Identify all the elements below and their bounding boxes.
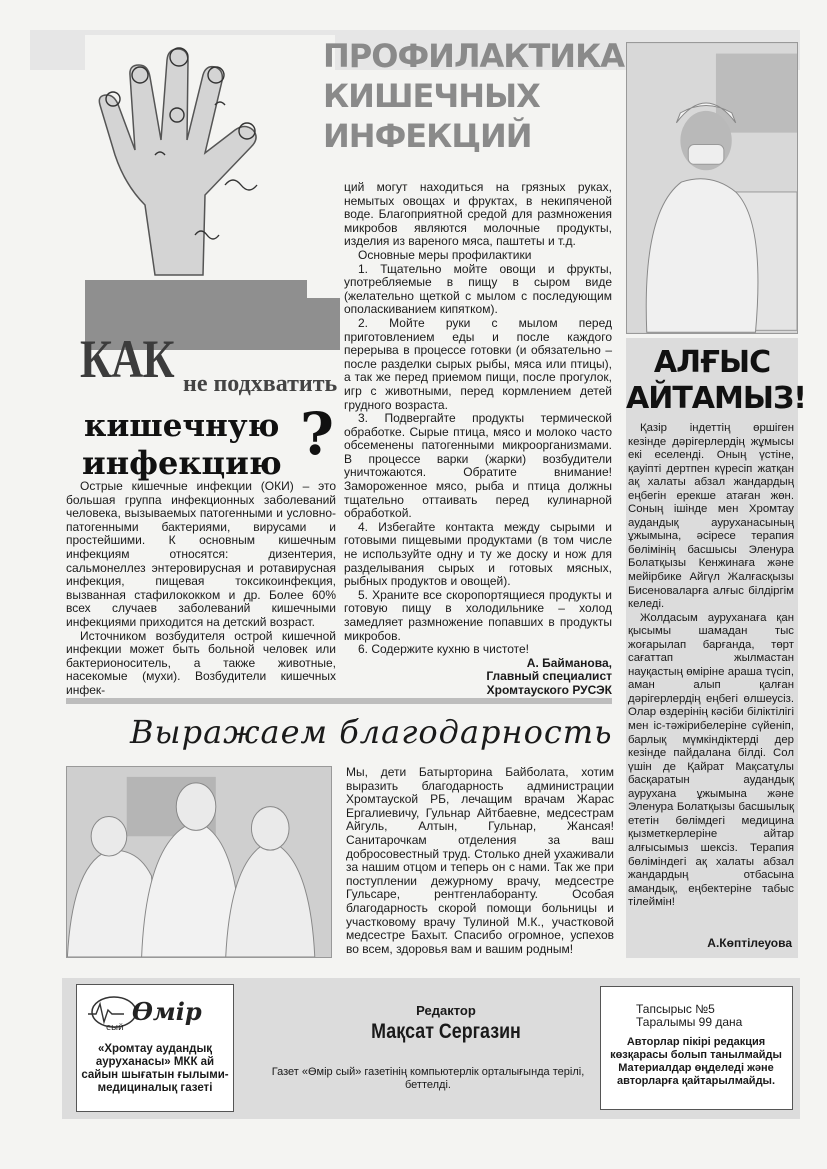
thanks-title: Выражаем благодарность [130, 713, 613, 751]
paragraph: Основные меры профилактики [358, 247, 532, 262]
print-note: Газет «Өмір сый» газетінің компьютерлік орталығында терілі, беттелді. [271, 1066, 585, 1091]
article-headline [323, 36, 623, 156]
author-disclaimer: Авторлар пікірі редакция көзқарасы болып танылмайды Материалдар өңделеді және авторларға қайтарылмайды. [610, 1036, 782, 1087]
article-column-2 [344, 181, 612, 698]
paragraph: Қазір індеттің өршіген кезінде дәрігерлердің жұмысы екі еселенді. Оның үстіне, қауіпті дертпен күресіп жатқан ақ халаты абзал жандардың еңбегін ерекше атаған жөн. Соның ішінде мен Хромтау аудандық ауруханасының ұжымына, әсіресе терапия бөлімінің басшысы Эленура Болатқызы Кенжинаға және мейірбике Айгүл Жалғасқызы Бисеноваларға алғыс білдіргім келеді. [628, 422, 794, 611]
subhead-ne-podkhvatit: не подхватить [183, 371, 338, 397]
thanks-text: Мы, дети Батырторина Байболата, хотим выразить благодарность администрации Хромтауской РБ, лечащим врачам Жарас Ергалиевичу, Гульнар Айтбаевне, медсестрам Айгуль, Алтын, Гульнар, Жансая! Санитарочкам отделения за ваш добросовестный труд. Столько дней ухаживали за нашим отцом и теперь он с нами. Так же при поступлении дежурному врачу, медсестре Гульсаре, рентгенлаборанту. Особая благодарность скорой помощи больницы и участковому врачу Тулиной М.К., участковой медсестре Бахыт. Спасибо огромное, успехов во всем, здоровья вам и вашим родным! [346, 765, 614, 956]
nurse-photo [626, 42, 798, 334]
paragraph: Жолдасым ауруханаға қан қысымы шамадан тыс жоғарылап барғанда, төрт сағаттап жылмастан науқастың өміріне араша түсіп, аман алып қалған дәрігерлердің еңбегі өлшеусіз. Олар өздерінің кәсіби біліктілігі мен іс-тәжірибелеріне сүйеніп, барлық мүмкіндіктерді дер кезінде пайдалана білді. Сол үшін де Қайрат Мақсатұлы басқаратын аудандық аурухана ұжымына және Эленура Болатқызы басшылық ететін бөлімдегі медицина қызметкерлеріне айтар алғысымыз шексіз. Терапия бөліміндегі ақ халаты абзал жандардың отбасына амандық, еңбектеріне табыс тілеймін! [628, 611, 794, 909]
paragraph: 3. Подвергайте продукты термической обработке. Сырые птица, мясо и молоко часто обсеменены патогенными микроорганизмами. В процессе варки (жарки) возбудители уничтожаются. Обратите внимание! Замороженное мясо, рыба и птица должны тщательно оттаивать перед кулинарной обработкой. [344, 411, 612, 521]
kazakh-title [626, 345, 806, 417]
article-column-1 [66, 480, 336, 698]
subhead-infektsiyu: инфекцию [82, 444, 282, 482]
hand-germs-illustration [85, 35, 335, 285]
paragraph: 1. Тщательно мойте овощи и фрукты, употребляемые в пищу в сыром виде (желательно щеткой с мылом с последующим ополаскиванием кипятком). [344, 261, 612, 317]
kazakh-signature: А.Көптілеуова [707, 936, 792, 950]
paragraph: 2. Мойте руки с мылом перед приготовлением еды и после каждого перерыва в процессе готовки (и обязательно – после разделки сырых рыбы, мяса или птицы), а так же перед приемом пищи, после прогулок, игр с животными, перед кормлением детей грудного возраста. [344, 315, 612, 412]
author-name: А. Байманова, [526, 655, 612, 670]
author-title: Главный специалист [486, 669, 612, 684]
logo-sub-text: сый [106, 1023, 124, 1032]
paragraph: Острые кишечные инфекции (ОКИ) – это большая группа инфекционных заболеваний человека, вызываемых патогенными и условно-патогенными бактериями, вирусами и простейшими. К основным кишечным инфекциям относятся: дизентерия, сальмонеллез энтеровирусная и ротавирусная инфекция, пищевая токсикоинфекция, вызванная стафилококком и др. Более 60% всех случаев заболеваний кишечными инфекциями приходится на детский возраст. [66, 479, 336, 629]
subhead-kishechnuyu: кишечную [84, 408, 280, 444]
kazakh-text [628, 422, 794, 910]
paragraph: 5. Храните все скоропортящиеся продукты и готовую пищу в холодильнике – холод замедляет размножение попавших в продукты микробов. [344, 587, 612, 643]
paragraph: Источником возбудителя острой кишечной инфекции может быть больной человек или бактерионоситель, а также животные, насекомые (мухи). Возбудители кишечных инфек- [66, 628, 336, 697]
medical-staff-photo [66, 766, 332, 958]
order-number: Тапсырыс №5 [636, 1002, 715, 1016]
order-info [636, 1003, 742, 1029]
paragraph: ций могут находиться на грязных руках, немытых овощах и фруктах, в некипяченой воде. Благоприятной средой для размножения микробов являются молочные продукты, изделия из вареного мяса, паштеты и т.д. [344, 180, 612, 249]
logo-main-text: Өмір [132, 997, 202, 1026]
paragraph: 4. Избегайте контакта между сырыми и готовыми пищевыми продуктами (в том числе не используйте одну и ту же доску и нож для разделывания сырых и готовых мясных, рыбных продуктов и овощей). [344, 519, 612, 589]
kazakh-title-line: АЙТАМЫЗ! [626, 381, 806, 416]
publisher-info: «Хромтау аудандық ауруханасы» МКК ай сайын шығатын ғылыми-медициналық газеті [81, 1043, 229, 1094]
headline-line: ПРОФИЛАКТИКА [323, 37, 624, 75]
headline-line: ИНФЕКЦИЙ [323, 117, 532, 155]
paragraph: 6. Содержите кухню в чистоте! [358, 642, 530, 657]
kazakh-title-line: АЛҒЫС [653, 345, 771, 380]
grey-notch [290, 298, 340, 350]
newspaper-logo [84, 992, 224, 1032]
author-org: Хромтауского РУСЭК [486, 682, 612, 697]
circulation: Таралымы 99 дана [636, 1015, 743, 1029]
subhead-question-mark: ? [300, 400, 334, 468]
editor-label: Редактор [416, 1003, 476, 1018]
section-divider [66, 698, 612, 704]
editor-name: Мақсат Сергазин [371, 1020, 521, 1043]
subhead-kak: КАК [80, 329, 174, 389]
headline-line: КИШЕЧНЫХ [323, 77, 540, 115]
